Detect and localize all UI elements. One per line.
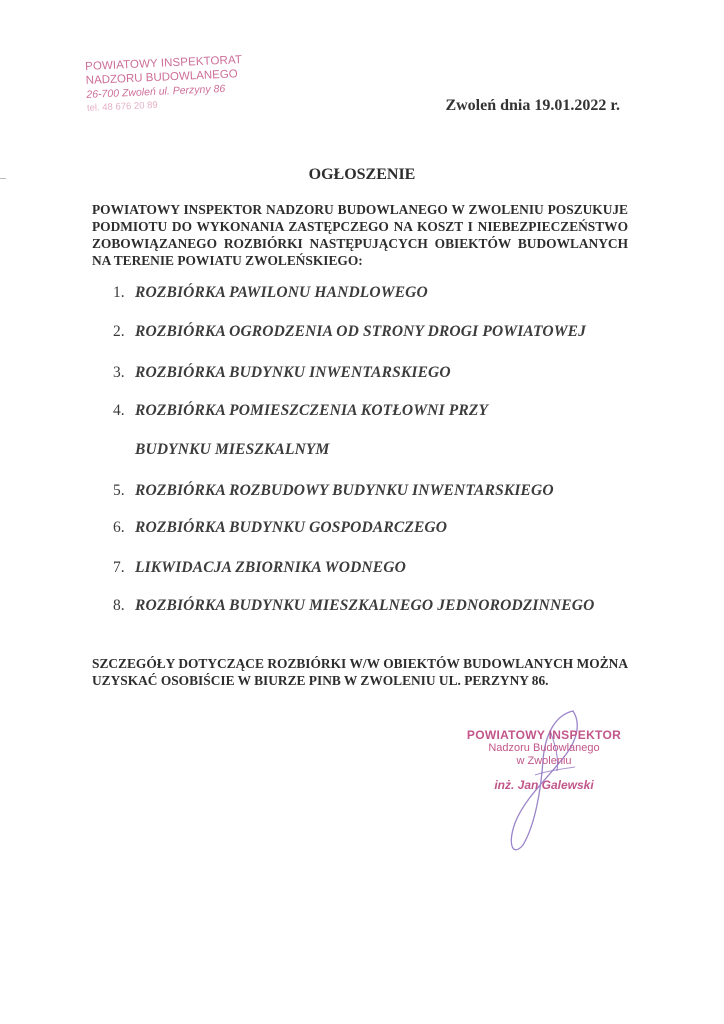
document-date: Zwoleń dnia 19.01.2022 r. xyxy=(445,97,620,114)
item-text: BUDYNKU MIESZKALNYM xyxy=(135,441,330,458)
office-stamp-line: POWIATOWY INSPEKTORAT xyxy=(84,54,243,73)
item-text: ROZBIÓRKA BUDYNKU MIESZKALNEGO JEDNORODZINNEGO xyxy=(135,597,595,614)
item-text: ROZBIÓRKA POMIESZCZENIA KOTŁOWNI PRZY xyxy=(135,402,489,419)
footer-paragraph: SZCZEGÓŁY DOTYCZĄCE ROZBIÓRKI W/W OBIEKTÓW BUDOWLANYCH MOŻNA UZYSKAĆ OSOBIŚCIE W BIURZE PINB W ZWOLENIU UL. PERZYNY 86. xyxy=(92,656,628,688)
item-text: ROZBIÓRKA BUDYNKU INWENTARSKIEGO xyxy=(135,364,451,381)
office-stamp-line: NADZORU BUDOWLANEGO xyxy=(85,68,238,87)
list-item xyxy=(113,597,594,615)
item-number: 7. xyxy=(113,559,125,576)
list-item-continuation xyxy=(113,441,329,459)
page-title: OGŁOSZENIE xyxy=(308,166,416,183)
item-number: 8. xyxy=(113,597,125,614)
item-number: 4. xyxy=(113,402,125,419)
office-stamp-line: tel. 48 676 20 89 xyxy=(86,99,158,114)
office-stamp-line: 26-700 Zwoleń ul. Perzyny 86 xyxy=(86,82,226,101)
item-text: ROZBIÓRKA ROZBUDOWY BUDYNKU INWENTARSKIEGO xyxy=(135,482,554,499)
item-number: 3. xyxy=(113,364,125,381)
item-text: ROZBIÓRKA OGRODZENIA OD STRONY DROGI POWIATOWEJ xyxy=(135,323,587,340)
office-stamp xyxy=(85,52,267,116)
list-item xyxy=(113,323,586,341)
list-item xyxy=(113,364,451,382)
item-text: ROZBIÓRKA PAWILONU HANDLOWEGO xyxy=(135,284,428,301)
item-number: 1. xyxy=(113,284,125,301)
signature-stamp-line: POWIATOWY INSPEKTOR xyxy=(466,728,622,742)
item-text: LIKWIDACJA ZBIORNIKA WODNEGO xyxy=(135,559,406,576)
item-number: 6. xyxy=(113,519,125,536)
signature-stamp xyxy=(458,728,630,792)
intro-paragraph: POWIATOWY INSPEKTOR NADZORU BUDOWLANEGO W ZWOLENIU POSZUKUJE PODMIOTU DO WYKONANIA ZASTĘPCZEGO NA KOSZT I NIEBEZPIECZEŃSTWO ZOBOWIĄZANEGO ROZBIÓRKI NASTĘPUJĄCYCH OBIEKTÓW BUDOWLANYCH NA TERENIE POWIATU ZWOLEŃSKIEGO: xyxy=(92,202,628,268)
list-item xyxy=(113,519,447,537)
signature-stamp-name: inż. Jan Galewski xyxy=(494,778,594,792)
item-number: 2. xyxy=(113,323,125,340)
list-item xyxy=(113,559,406,577)
list-item xyxy=(113,402,488,420)
item-text: ROZBIÓRKA BUDYNKU GOSPODARCZEGO xyxy=(135,519,448,536)
item-number: 5. xyxy=(113,482,125,499)
list-item xyxy=(113,284,428,302)
list-item xyxy=(113,482,554,500)
signature-stamp-line: Nadzoru Budowlanego xyxy=(488,742,600,754)
signature-stamp-line: w Zwoleniu xyxy=(516,755,572,767)
